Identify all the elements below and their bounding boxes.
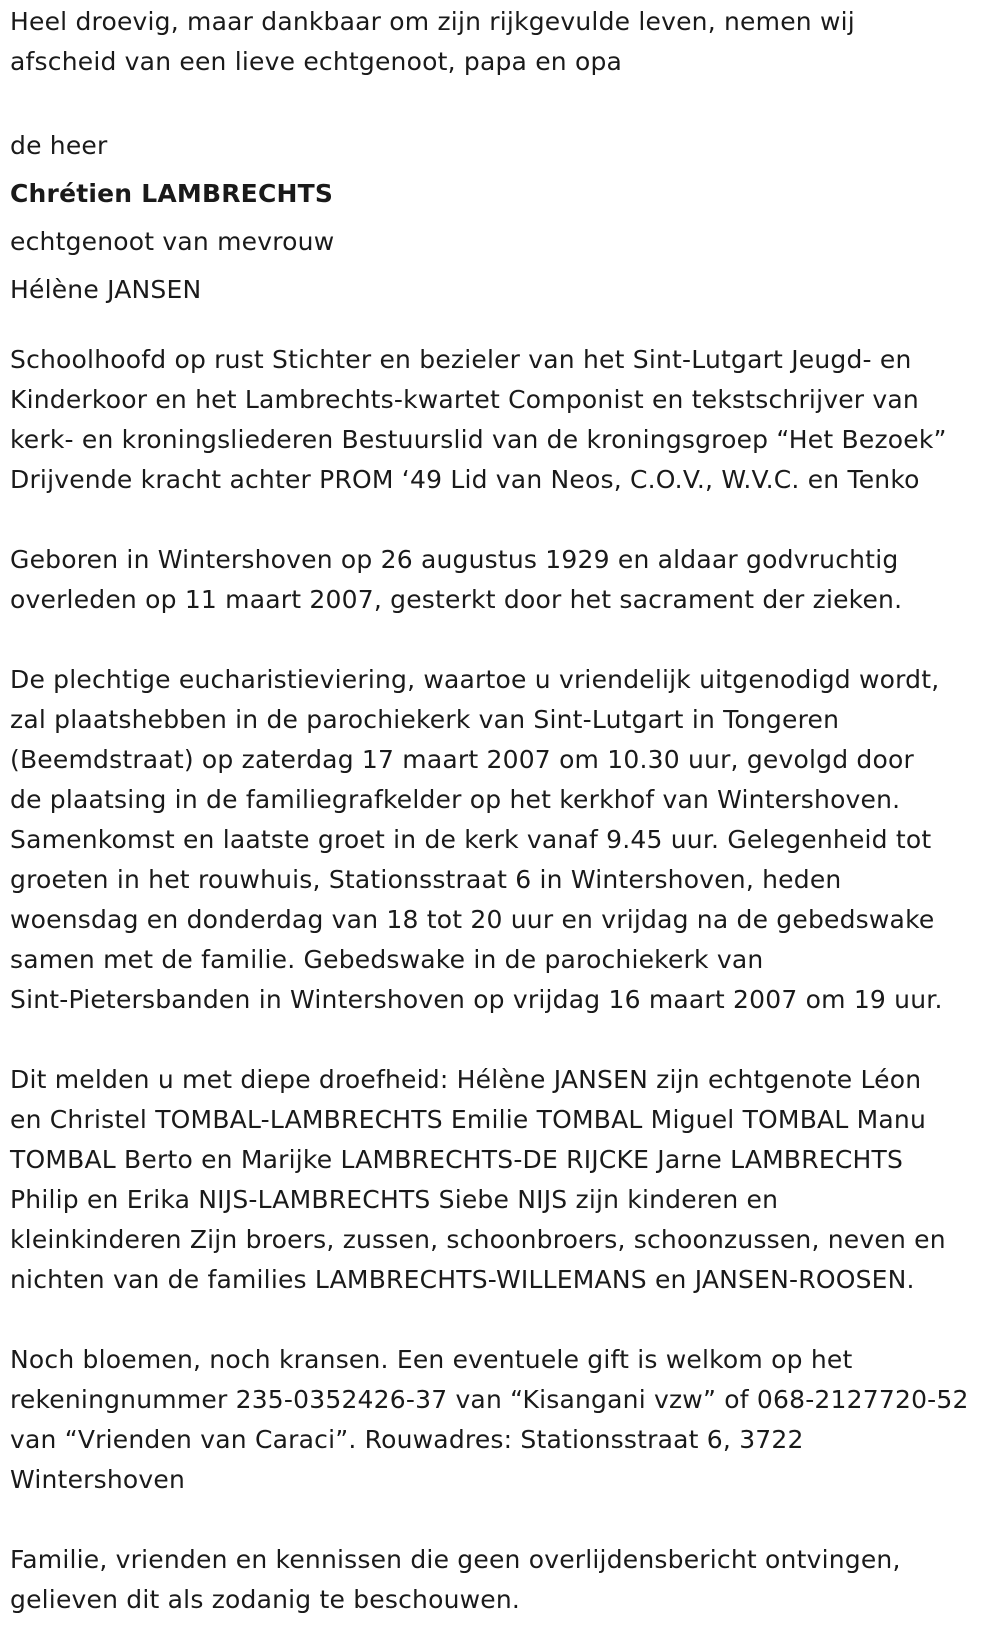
- text-line: TOMBAL Berto en Marijke LAMBRECHTS-DE RIJCKE Jarne LAMBRECHTS: [10, 1145, 904, 1174]
- text-line: groeten in het rouwhuis, Stationsstraat 6 in Wintershoven, heden: [10, 865, 842, 894]
- text-line: nichten van de families LAMBRECHTS-WILLEMANS en JANSEN-ROOSEN.: [10, 1265, 915, 1294]
- donation-paragraph: [10, 1340, 990, 1500]
- text-line: de plaatsing in de familiegrafkelder op het kerkhof van Wintershoven.: [10, 785, 901, 814]
- ceremony-paragraph: [10, 660, 990, 1020]
- text-line: Drijvende kracht achter PROM ‘49 Lid van Neos, C.O.V., W.V.C. en Tenko: [10, 465, 920, 494]
- text-line: woensdag en donderdag van 18 tot 20 uur en vrijdag na de gebedswake: [10, 905, 935, 934]
- text-line: Samenkomst en laatste groet in de kerk vanaf 9.45 uur. Gelegenheid tot: [10, 825, 932, 854]
- text-line: afscheid van een lieve echtgenoot, papa en opa: [10, 47, 623, 76]
- text-line: overleden op 11 maart 2007, gesterkt door het sacrament der zieken.: [10, 585, 903, 614]
- text-line: Wintershoven: [10, 1465, 186, 1494]
- text-line: Philip en Erika NIJS-LAMBRECHTS Siebe NIJS zijn kinderen en: [10, 1185, 779, 1214]
- family-paragraph: [10, 1060, 990, 1300]
- text-line: (Beemdstraat) op zaterdag 17 maart 2007 om 10.30 uur, gevolgd door: [10, 745, 914, 774]
- spouse-label: echtgenoot van mevrouw: [10, 227, 335, 256]
- honorific: de heer: [10, 131, 108, 160]
- text-line: Heel droevig, maar dankbaar om zijn rijkgevulde leven, nemen wij: [10, 7, 855, 36]
- text-line: Geboren in Wintershoven op 26 augustus 1929 en aldaar godvruchtig: [10, 545, 899, 574]
- text-line: Familie, vrienden en kennissen die geen overlijdensbericht ontvingen,: [10, 1545, 901, 1574]
- text-line: Sint-Pietersbanden in Wintershoven op vrijdag 16 maart 2007 om 19 uur.: [10, 985, 943, 1014]
- text-line: rekeningnummer 235-0352426-37 van “Kisangani vzw” of 068-2127720-52: [10, 1385, 969, 1414]
- text-line: Noch bloemen, noch kransen. Een eventuele gift is welkom op het: [10, 1345, 853, 1374]
- deceased-name-block: [10, 122, 990, 314]
- text-line: zal plaatshebben in de parochiekerk van Sint-Lutgart in Tongeren: [10, 705, 840, 734]
- text-line: Dit melden u met diepe droefheid: Hélène JANSEN zijn echtgenote Léon: [10, 1065, 922, 1094]
- text-line: kleinkinderen Zijn broers, zussen, schoonbroers, schoonzussen, neven en: [10, 1225, 946, 1254]
- text-line: samen met de familie. Gebedswake in de parochiekerk van: [10, 945, 764, 974]
- closing-paragraph: [10, 1540, 990, 1620]
- text-line: kerk- en kroningsliederen Bestuurslid van de kroningsgroep “Het Bezoek”: [10, 425, 947, 454]
- intro-paragraph: [10, 2, 990, 82]
- text-line: van “Vrienden van Caraci”. Rouwadres: Stationsstraat 6, 3722: [10, 1425, 804, 1454]
- text-line: Kinderkoor en het Lambrechts-kwartet Componist en tekstschrijver van: [10, 385, 919, 414]
- text-line: Schoolhoofd op rust Stichter en bezieler van het Sint-Lutgart Jeugd- en: [10, 345, 912, 374]
- spouse-name: Hélène JANSEN: [10, 275, 202, 304]
- career-paragraph: [10, 340, 990, 500]
- birth-death-paragraph: [10, 540, 990, 620]
- text-line: De plechtige eucharistieviering, waartoe u vriendelijk uitgenodigd wordt,: [10, 665, 940, 694]
- deceased-name: Chrétien LAMBRECHTS: [10, 179, 334, 208]
- text-line: gelieven dit als zodanig te beschouwen.: [10, 1585, 521, 1614]
- text-line: en Christel TOMBAL-LAMBRECHTS Emilie TOMBAL Miguel TOMBAL Manu: [10, 1105, 927, 1134]
